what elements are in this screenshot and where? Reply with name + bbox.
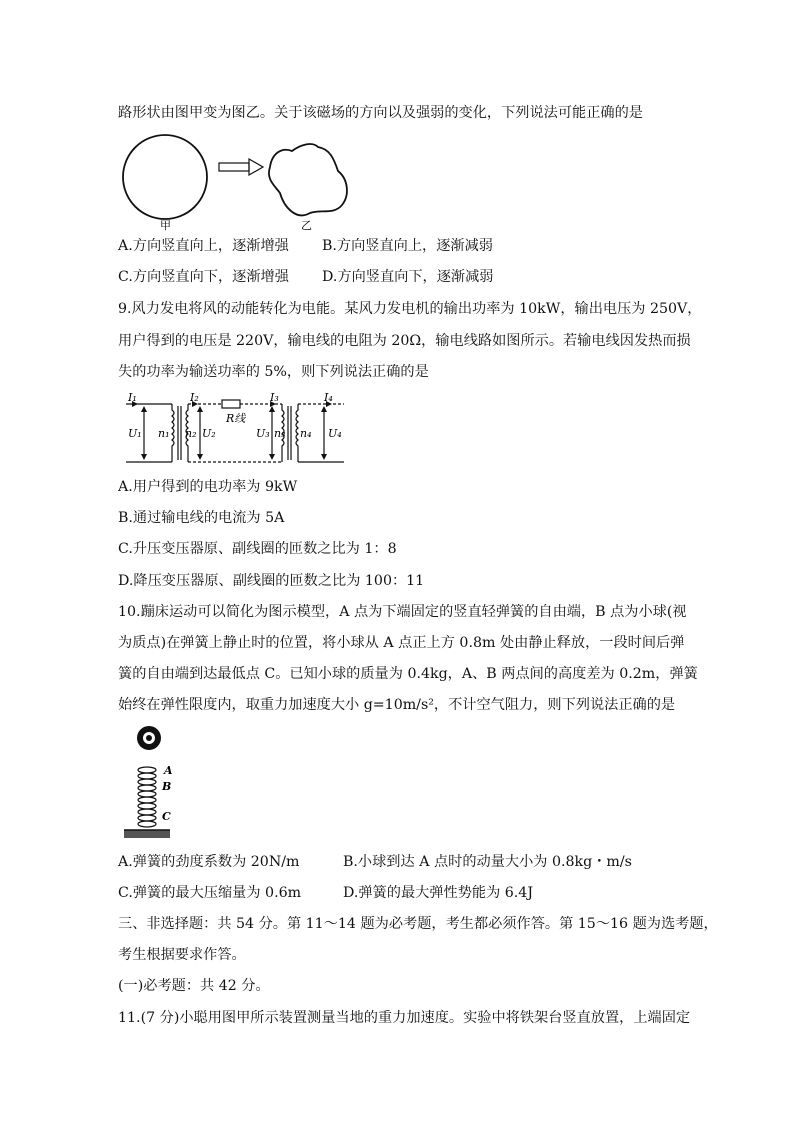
label-b: B	[162, 780, 172, 793]
label-u4: U₄	[328, 427, 342, 440]
q10-option-c: C.弹簧的最大压缩量为 0.6m	[118, 885, 302, 901]
q11-stem: 11.(7 分)小聪用图甲所示装置测量当地的重力加速度。实验中将铁架台竖直放置，上端固定	[118, 1010, 691, 1026]
q9-circuit-figure	[122, 392, 348, 468]
label-r: R线	[226, 412, 246, 425]
label-n2: n₂	[185, 427, 197, 440]
q10-stem-line3: 簧的自由端到达最低点 C。已知小球的质量为 0.4kg，A、B 两点间的高度差为 0.2m，弹簧	[118, 666, 698, 682]
label-n1: n₁	[158, 427, 170, 440]
label-u1: U₁	[128, 427, 142, 440]
q8-option-c: C.方向竖直向下，逐渐增强	[118, 269, 289, 285]
transform-arrow	[219, 159, 263, 175]
label-i2: I₂	[190, 391, 199, 404]
q9-option-a: A.用户得到的电功率为 9kW	[118, 479, 298, 495]
label-u3: U₃	[256, 427, 270, 440]
spring	[138, 767, 156, 827]
q9-stem-line3: 失的功率为输送功率的 5%，则下列说法正确的是	[118, 364, 429, 380]
q9-stem-line1: 9.风力发电将风的动能转化为电能。某风力发电机的输出功率为 10kW，输出电压为 250V，	[118, 301, 702, 317]
q10-option-d: D.弹簧的最大弹性势能为 6.4J	[343, 885, 534, 901]
q8-option-a: A.方向竖直向上，逐渐增强	[118, 238, 289, 254]
section3-line1: 三、非选择题：共 54 分。第 11～14 题为必考题，考生都必须作答。第 15～16 题为选考题，	[118, 916, 718, 932]
label-n3: n₃	[274, 427, 286, 440]
label-u2: U₂	[202, 427, 216, 440]
coil-irregular	[269, 144, 347, 215]
label-i1: I₁	[128, 391, 137, 404]
label-c: C	[162, 810, 171, 823]
q10-spring-figure	[120, 724, 186, 844]
label-i3: I₃	[270, 391, 279, 404]
label-i4: I₄	[324, 391, 333, 404]
q10-stem-line1: 10.蹦床运动可以简化为图示模型，A 点为下端固定的竖直轻弹簧的自由端，B 点为小球(视	[118, 604, 687, 620]
q8-stem-tail: 路形状由图甲变为图乙。关于该磁场的方向以及强弱的变化，下列说法可能正确的是	[118, 105, 643, 121]
fig-label-yi: 乙	[301, 219, 312, 232]
ground	[124, 830, 170, 838]
label-a: A	[164, 764, 173, 777]
fig-label-jia: 甲	[160, 219, 171, 232]
q10-option-a: A.弹簧的劲度系数为 20N/m	[118, 854, 300, 870]
q10-stem-line2: 为质点)在弹簧上静止时的位置，将小球从 A 点正上方 0.8m 处由静止释放，一段时间后弹	[118, 635, 685, 651]
q9-option-d: D.降压变压器原、副线圈的匝数之比为 100：11	[118, 573, 425, 589]
coil-circle	[123, 135, 207, 219]
q9-option-b: B.通过输电线的电流为 5A	[118, 510, 285, 526]
q10-stem-line4: 始终在弹性限度内，取重力加速度大小 g=10m/s²，不计空气阻力，则下列说法正确的是	[118, 697, 676, 713]
section3-line2: 考生根据要求作答。	[118, 947, 246, 963]
q8-option-d: D.方向竖直向下，逐渐减弱	[322, 269, 494, 285]
q9-option-c: C.升压变压器原、副线圈的匝数之比为 1：8	[118, 541, 397, 557]
q8-option-b: B.方向竖直向上，逐渐减弱	[322, 238, 493, 254]
q9-stem-line2: 用户得到的电压是 220V，输电线的电阻为 20Ω，输电线路如图所示。若输电线因发热而损	[118, 333, 691, 349]
q10-option-b: B.小球到达 A 点时的动量大小为 0.8kg・m/s	[343, 854, 632, 870]
label-n4: n₄	[300, 427, 312, 440]
q8-figure	[120, 135, 360, 235]
section3-required: (一)必考题：共 42 分。	[118, 978, 270, 994]
